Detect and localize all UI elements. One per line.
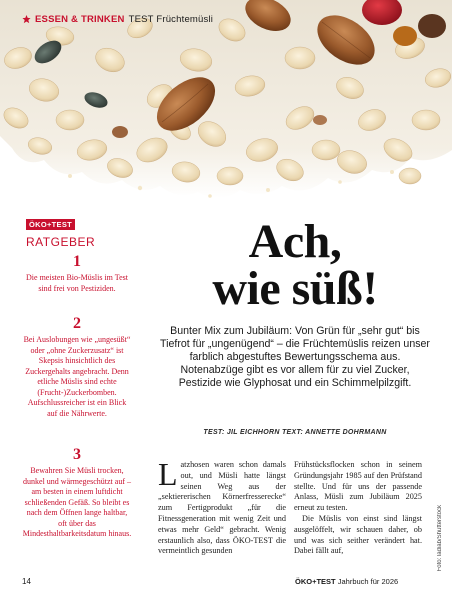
- tip-number: 1: [73, 253, 81, 270]
- hero-muesli-photo: [0, 0, 452, 215]
- article-credits: TEST: JIL EICHHORN TEXT: ANNETTE DOHRMANN: [203, 429, 387, 436]
- headline-line: Ach,: [248, 215, 342, 268]
- tip-item: [22, 316, 132, 419]
- body-column-1: [158, 456, 286, 557]
- drop-cap: L: [158, 456, 178, 492]
- tip-text: Bewahren Sie Müsli trocken, dunkel und wärmegeschützt auf – am besten in einem luftdicht schließenden Gefäß. So bleibt es nach dem Öffnen lange haltbar, oft über das Mindesthaltbarkeitsdatum hinaus.: [22, 466, 132, 538]
- body-paragraph: Die Müslis von einst sind längst ausgelöffelt, wir schauen daher, ob und was sich seither verändert hat. Dabei fällt auf,: [294, 513, 422, 556]
- footer-brand: ÖKO+TEST: [295, 577, 336, 586]
- body-column-2: [294, 460, 422, 557]
- brand-badge: ÖKO+TEST: [26, 219, 75, 230]
- tip-number: 2: [73, 315, 81, 332]
- tip-item: [22, 254, 132, 294]
- section-subject: TEST Früchtemüsli: [128, 14, 214, 25]
- section-category: ESSEN & TRINKEN: [35, 14, 125, 25]
- article-lead: Bunter Mix zum Jubiläum: Von Grün für „sehr gut“ bis Tiefrot für „ungenügend“ – die Früchtemüslis reizen unser farblich abgestuftes Bewertungsschema aus. Notenabzüge gibt es vor allem für zu viel Zucker, Pestizide wie Glyphosat und ein Schimmelpilzgift.: [160, 325, 430, 389]
- leaf-icon: [22, 15, 31, 24]
- headline-line: wie süß!: [212, 262, 378, 315]
- article-headline: [150, 215, 440, 315]
- tip-item: [22, 447, 132, 540]
- ratgeber-title: RATGEBER: [26, 235, 96, 249]
- footer-publication: [295, 577, 398, 586]
- tip-number: 3: [73, 446, 81, 463]
- tip-text: Die meisten Bio-Müslis im Test sind frei von Pestiziden.: [26, 273, 128, 293]
- body-paragraph: Frühstücksflocken schon in seinem Gründungsjahr 1985 auf den Prüfstand stellte. Und für uns der passende Anlass, Müsli zum Jubiläum 2025 erneut zu testen.: [294, 460, 422, 513]
- body-paragraph: atzhosen waren schon damals out, und Müsli hatte längst seinen Weg aus der „sektiererischen Körnerfresserecke“ zum Fertigprodukt „für die Fitnessgeneration mit wenig Zeit und etwas mehr Geld“ gebracht. Wenig erstaunlich also, dass ÖKO-TEST die vermeintlich gesunden: [158, 460, 286, 556]
- ratgeber-sidebar: [22, 214, 132, 249]
- footer-issue: Jahrbuch für 2026: [337, 577, 399, 586]
- tip-text: Bei Auslobungen wie „ungesüßt“ oder „ohne Zuckerzusatz“ ist Skepsis hinsichtlich des Zuckergehalts angebracht. Denn etliche Müslis sind echte (Frucht-)Zuckerbomben. Aufschlussreicher ist ein Blick auf die Nährwerte.: [23, 335, 131, 418]
- section-label: [22, 14, 213, 25]
- photo-credit: Foto: ladiab/Shutterstock: [437, 505, 443, 572]
- page-number: 14: [22, 577, 31, 586]
